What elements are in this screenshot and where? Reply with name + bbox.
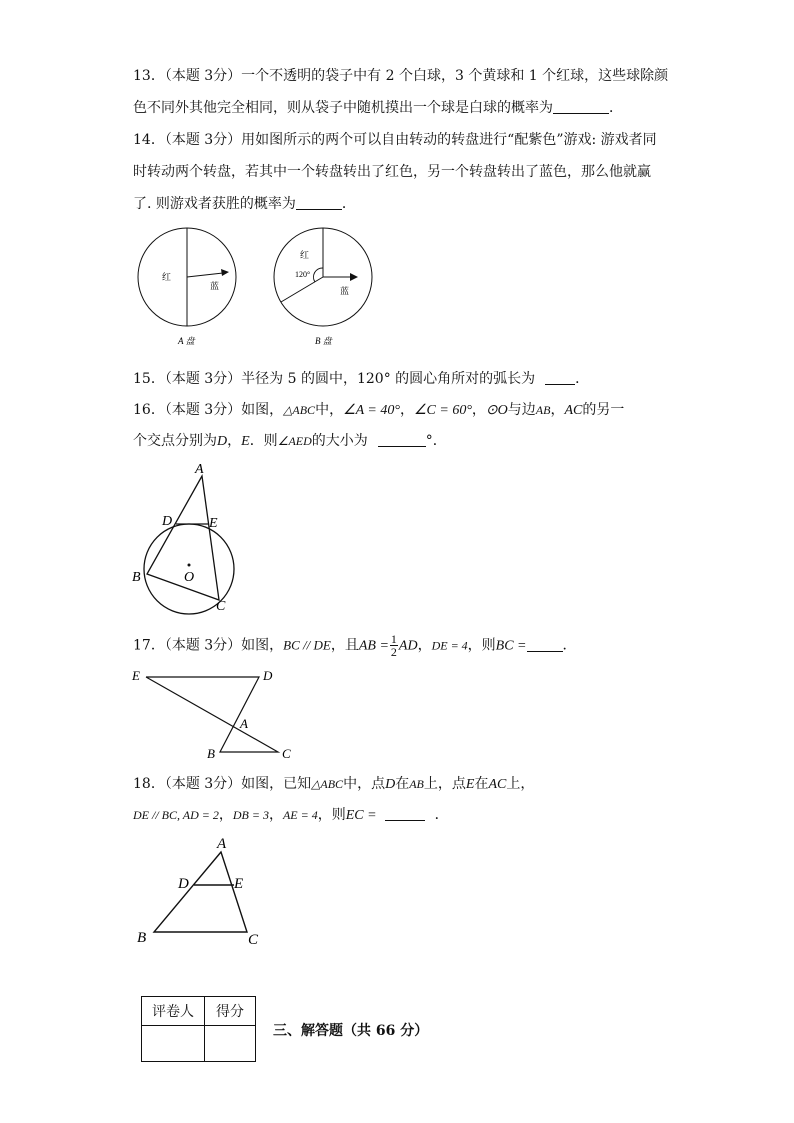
q16-line2 bbox=[133, 431, 447, 452]
q16-sep: ， bbox=[399, 402, 414, 418]
q17-end: ． bbox=[562, 637, 577, 654]
q16-triangle: △ABC bbox=[283, 403, 316, 417]
answer-blank bbox=[553, 99, 609, 114]
q13-end: ． bbox=[609, 100, 623, 116]
disk-a-pointer bbox=[187, 273, 223, 277]
q13-line1: 13．（本题 3分）一个不透明的袋子中有 2 个白球，3 个黄球和 1 个红球，这些球除颜 bbox=[133, 68, 669, 84]
score-table-score-cell[interactable] bbox=[205, 1026, 256, 1062]
q16-label-a: A bbox=[195, 462, 204, 477]
q14-end: ． bbox=[341, 196, 356, 212]
q16-triangle-abc bbox=[147, 476, 219, 600]
q17-label-a: A bbox=[240, 716, 248, 731]
q18-label-c: C bbox=[248, 932, 259, 948]
q16-angle-c: ∠C = 60° bbox=[413, 403, 472, 418]
q18-triangle-abc bbox=[154, 852, 247, 932]
q18-line1a: 18．（本题 3分）如图，已知 bbox=[133, 776, 312, 792]
q16-line2a: 个交点分别为 bbox=[133, 433, 217, 449]
answer-blank bbox=[296, 195, 342, 210]
q17-fraction bbox=[390, 633, 398, 658]
q18-mid: ，则 bbox=[317, 807, 346, 823]
q18-line1 bbox=[133, 774, 534, 795]
q17-ad: AD bbox=[398, 638, 418, 654]
q17-mid2: ， bbox=[417, 637, 432, 654]
disk-b-label-right: 蓝 bbox=[340, 286, 350, 296]
score-table-header-reviewer: 评卷人 bbox=[142, 997, 205, 1026]
q18-point-d: D bbox=[385, 777, 396, 792]
q15-line bbox=[133, 369, 589, 389]
q16-deg: °． bbox=[425, 433, 447, 449]
q16-center-dot bbox=[188, 564, 191, 567]
q18-condition: DE // BC, AD = 2 bbox=[133, 808, 219, 822]
q16-label-e: E bbox=[209, 516, 218, 531]
q17-label-d: D bbox=[263, 668, 273, 683]
q16-line2b: ．则 bbox=[249, 433, 278, 449]
q16-circle-o: ⊙O bbox=[485, 403, 508, 418]
q17-parallel: BC // DE bbox=[283, 637, 331, 653]
q17-label-c: C bbox=[282, 746, 291, 761]
q18-line1b: 中，点 bbox=[343, 776, 386, 792]
q14-line3-text: 了. 则游戏者获胜的概率为 bbox=[133, 196, 296, 212]
q17-figure bbox=[128, 665, 298, 765]
q16-prefix: 16．（本题 3分）如图， bbox=[133, 402, 284, 418]
q18-side-ac: AC bbox=[488, 777, 507, 792]
q18-line2 bbox=[133, 805, 449, 826]
q16-point-e: E bbox=[241, 434, 250, 449]
q17-bc: BC = bbox=[495, 638, 527, 654]
q17-lines bbox=[146, 677, 278, 752]
q18-ae: AE = 4 bbox=[282, 808, 318, 822]
q16-mid1: 中， bbox=[315, 402, 344, 418]
answer-blank bbox=[527, 637, 563, 652]
q16-label-d: D bbox=[162, 514, 173, 529]
q18-end: ． bbox=[434, 807, 449, 823]
q16-comma: ， bbox=[227, 433, 242, 449]
q18-label-e: E bbox=[234, 876, 244, 892]
q16-label-c: C bbox=[216, 599, 226, 614]
score-table-header-score: 得分 bbox=[205, 997, 256, 1026]
disk-a-label-right: 蓝 bbox=[210, 281, 220, 291]
q18-label-a: A bbox=[217, 836, 227, 852]
q18-triangle: △ABC bbox=[311, 777, 344, 791]
answer-blank bbox=[545, 370, 575, 385]
q17-prefix: 17．（本题 3分）如图， bbox=[133, 637, 284, 654]
q16-point-d: D bbox=[217, 434, 228, 449]
q18-ec: EC = bbox=[345, 808, 377, 823]
disk-b-label-top: 红 bbox=[300, 250, 310, 260]
q16-label-o: O bbox=[184, 570, 195, 585]
q16-mid3: 与边 bbox=[507, 402, 536, 418]
q18-line1e: 在 bbox=[474, 776, 489, 792]
q16-label-b: B bbox=[132, 570, 141, 585]
q16-figure bbox=[128, 460, 248, 615]
q16-mid4: ， bbox=[550, 402, 565, 418]
q14-line2: 时转动两个转盘，若其中一个转盘转出了红色，另一个转盘转出了蓝色，那么他就赢 bbox=[133, 164, 651, 180]
answer-blank bbox=[378, 432, 426, 447]
q18-label-d: D bbox=[178, 876, 189, 892]
q18-line1f: 上， bbox=[506, 776, 535, 792]
disk-b-caption: B 盘 bbox=[315, 336, 332, 346]
q17-frac-num: 1 bbox=[390, 632, 397, 646]
q18-side-ab: AB bbox=[409, 777, 424, 791]
q17-mid3: ，则 bbox=[467, 637, 496, 654]
answer-blank bbox=[385, 806, 425, 821]
spinner-disk-b bbox=[265, 225, 385, 350]
q17-mid1: ，且 bbox=[330, 637, 359, 654]
disk-a-arrowhead bbox=[221, 269, 229, 276]
q13-line2 bbox=[133, 98, 623, 118]
q16-line2c: 的大小为 bbox=[311, 433, 368, 449]
q17-label-b: B bbox=[207, 746, 215, 761]
score-table-reviewer-cell[interactable] bbox=[142, 1026, 205, 1062]
section-title: 三、解答题（共 66 分） bbox=[273, 1023, 429, 1039]
q15-end: ． bbox=[575, 371, 590, 387]
q16-line1 bbox=[133, 400, 624, 421]
q16-angle-a: ∠A = 40° bbox=[343, 403, 400, 418]
spinner-disk-a bbox=[130, 225, 250, 350]
q17-de: DE = 4 bbox=[431, 638, 468, 653]
q17-label-e: E bbox=[132, 668, 140, 683]
q18-db: DB = 3 bbox=[232, 808, 269, 822]
disk-b-arrowhead bbox=[350, 273, 358, 281]
q14-line1: 14．（本题 3分）用如图所示的两个可以自由转动的转盘进行“配紫色”游戏: 游戏者同 bbox=[133, 132, 657, 148]
q16-side-ac: AC bbox=[564, 403, 583, 418]
disk-b-angle-label: 120° bbox=[295, 270, 311, 279]
disk-a-label-left: 红 bbox=[162, 272, 172, 282]
q13-line2-text: 色不同外其他完全相同，则从袋子中随机摸出一个球是白球的概率为 bbox=[133, 100, 553, 116]
q18-sep2: ， bbox=[268, 807, 283, 823]
q16-angle-aed: ∠AED bbox=[277, 434, 312, 448]
q16-mid2: ， bbox=[471, 402, 486, 418]
score-table bbox=[141, 996, 256, 1062]
q16-side-ab: AB bbox=[535, 403, 551, 417]
q14-line3 bbox=[133, 194, 356, 214]
q18-line1d: 上，点 bbox=[423, 776, 466, 792]
q18-line1c: 在 bbox=[395, 776, 410, 792]
q16-mid5: 的另一 bbox=[582, 402, 625, 418]
q18-figure bbox=[130, 832, 270, 952]
q17-line bbox=[133, 633, 577, 658]
q18-sep1: ， bbox=[218, 807, 233, 823]
q18-point-e: E bbox=[465, 777, 475, 792]
q15-text: 15．（本题 3分）半径为 5 的圆中，120° 的圆心角所对的弧长为 bbox=[133, 371, 536, 387]
q17-ab-eq: AB = bbox=[358, 638, 389, 654]
q17-frac-den: 2 bbox=[390, 645, 397, 659]
q18-label-b: B bbox=[137, 930, 147, 946]
disk-a-caption: A 盘 bbox=[178, 336, 195, 346]
disk-b-divider-lower bbox=[281, 277, 323, 302]
